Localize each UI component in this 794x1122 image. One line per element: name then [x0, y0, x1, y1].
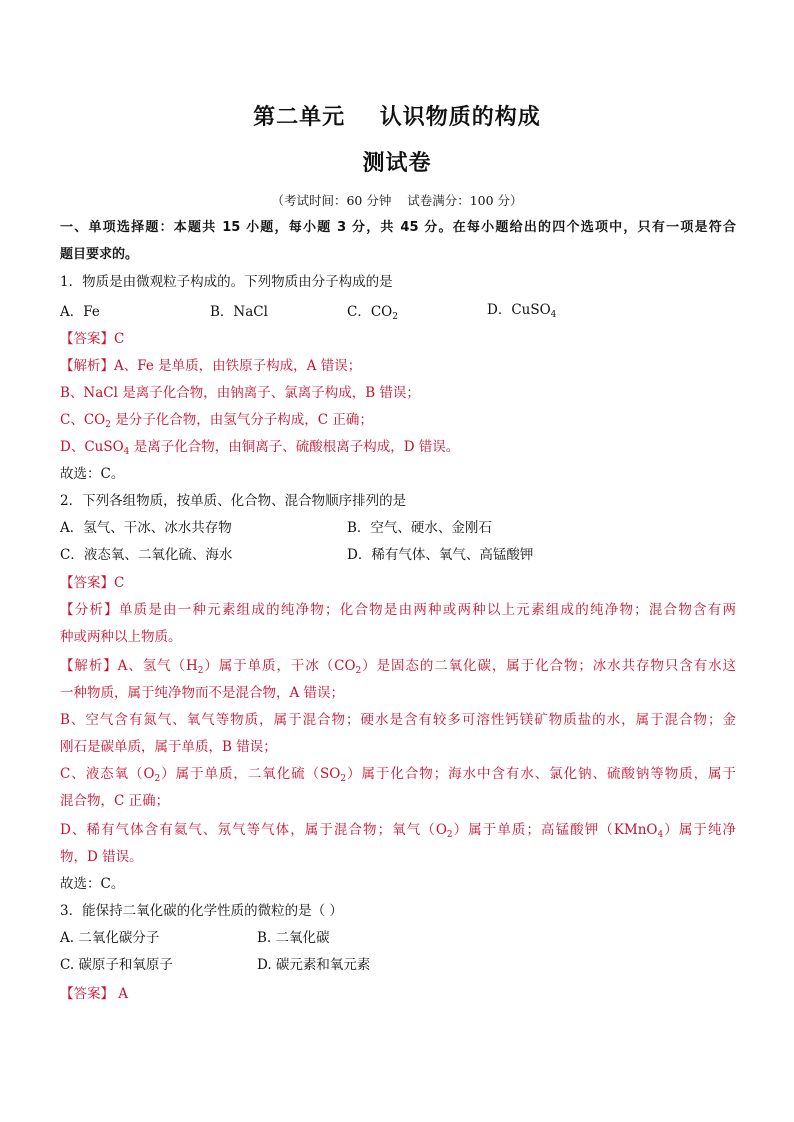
- q1-option-a: A．Fe: [60, 304, 100, 320]
- q2-fenxi-line1: 【分析】单质是由一种元素组成的纯净物；化合物是由两种或两种以上元素组成的纯净物；混合物含有两: [60, 602, 736, 618]
- q1-stem: 1．物质是由微观粒子构成的。下列物质由分子构成的是: [60, 274, 393, 290]
- exam-info: （考试时间：60 分钟 试卷满分：100 分）: [271, 193, 523, 208]
- q3-option-a: A. 二氧化碳分子: [60, 930, 160, 946]
- q1-analysis-c: C、$CO_2$ 是分子化合物，由氢气分子构成，C 正确；: [60, 412, 373, 430]
- q2-jiexi-a-line1: 【解析】A、氢气$(H_2)$属于单质，干冰$(CO_2)$是固态的二氧化碳，属于化合物；冰水共存物只含有水这: [60, 658, 736, 676]
- q1-conclusion: 故选：C。: [60, 466, 125, 482]
- page-subtitle-title: 测试卷: [362, 151, 432, 176]
- q3-answer: 【答案】 A: [60, 986, 129, 1002]
- q1-analysis-d: D、CuSO$_4$ 是离子化合物，由铜离子、硫酸根离子构成，D 错误。: [60, 439, 460, 457]
- q2-jiexi-b-line1: B、空气含有氮气、氧气等物质，属于混合物；硬水是含有较多可溶性钙镁矿物质盐的水，属于混合物；金: [60, 712, 736, 728]
- q2-answer: 【答案】C: [60, 575, 125, 591]
- section-heading-line1: 一、单项选择题：本题共 15 小题，每小题 3 分，共 45 分。在每小题给出的四个选项中，只有一项是符合: [60, 220, 736, 235]
- q2-fenxi-line2: 种或两种以上物质。: [60, 629, 182, 645]
- q2-option-d: D．稀有气体、氧气、高锰酸钾: [347, 547, 534, 563]
- q2-jiexi-c-line1: C、液态氧$(O_2)$属于单质，二氧化硫$(SO_2)$属于化合物；海水中含有水、氯化钠、硫酸钠等物质，属于: [60, 766, 737, 784]
- q3-option-d: D. 碳元素和氧元素: [257, 957, 371, 973]
- q3-option-b: B. 二氧化碳: [257, 930, 330, 946]
- q2-jiexi-c-line2: 混合物，C 正确；: [60, 793, 170, 809]
- q1-option-b: B．NaCl: [210, 304, 268, 320]
- q2-stem: 2．下列各组物质，按单质、化合物、混合物顺序排列的是: [60, 493, 407, 509]
- q3-stem: 3．能保持二氧化碳的化学性质的微粒的是（ ）: [60, 903, 343, 919]
- q2-jiexi-d-line1: D、稀有气体含有氦气、氖气等气体，属于混合物；氧气$(O_2)$属于单质；高锰酸钾（KMnO$_4$）属于纯净: [60, 822, 737, 840]
- q2-jiexi-d-line2: 物，D 错误。: [60, 849, 143, 865]
- q2-option-a: A．氢气、干冰、冰水共存物: [60, 520, 232, 536]
- q2-option-c: C．液态氧、二氧化硫、海水: [60, 547, 233, 563]
- section-heading-line2: 题目要求的。: [60, 247, 139, 262]
- page-title: 第二单元 认识物质的构成: [253, 105, 541, 130]
- q1-analysis-a: 【解析】A、Fe 是单质，由铁原子构成，A 错误；: [60, 358, 362, 374]
- q3-option-c: C. 碳原子和氧原子: [60, 957, 173, 973]
- q1-option-c: C．$CO_2$: [347, 304, 398, 322]
- q2-jiexi-a-line2: 一种物质，属于纯净物而不是混合物，A 错误；: [60, 685, 345, 701]
- q2-option-b: B．空气、硬水、金刚石: [347, 520, 492, 536]
- q1-option-d: D．CuSO$_4$: [487, 302, 557, 320]
- q2-jiexi-b-line2: 刚石是碳单质，属于单质，B 错误；: [60, 739, 277, 755]
- q1-analysis-b: B、NaCl 是离子化合物，由钠离子、氯离子构成，B 错误；: [60, 385, 420, 401]
- q1-answer: 【答案】C: [60, 331, 125, 347]
- q2-conclusion: 故选：C。: [60, 876, 125, 892]
